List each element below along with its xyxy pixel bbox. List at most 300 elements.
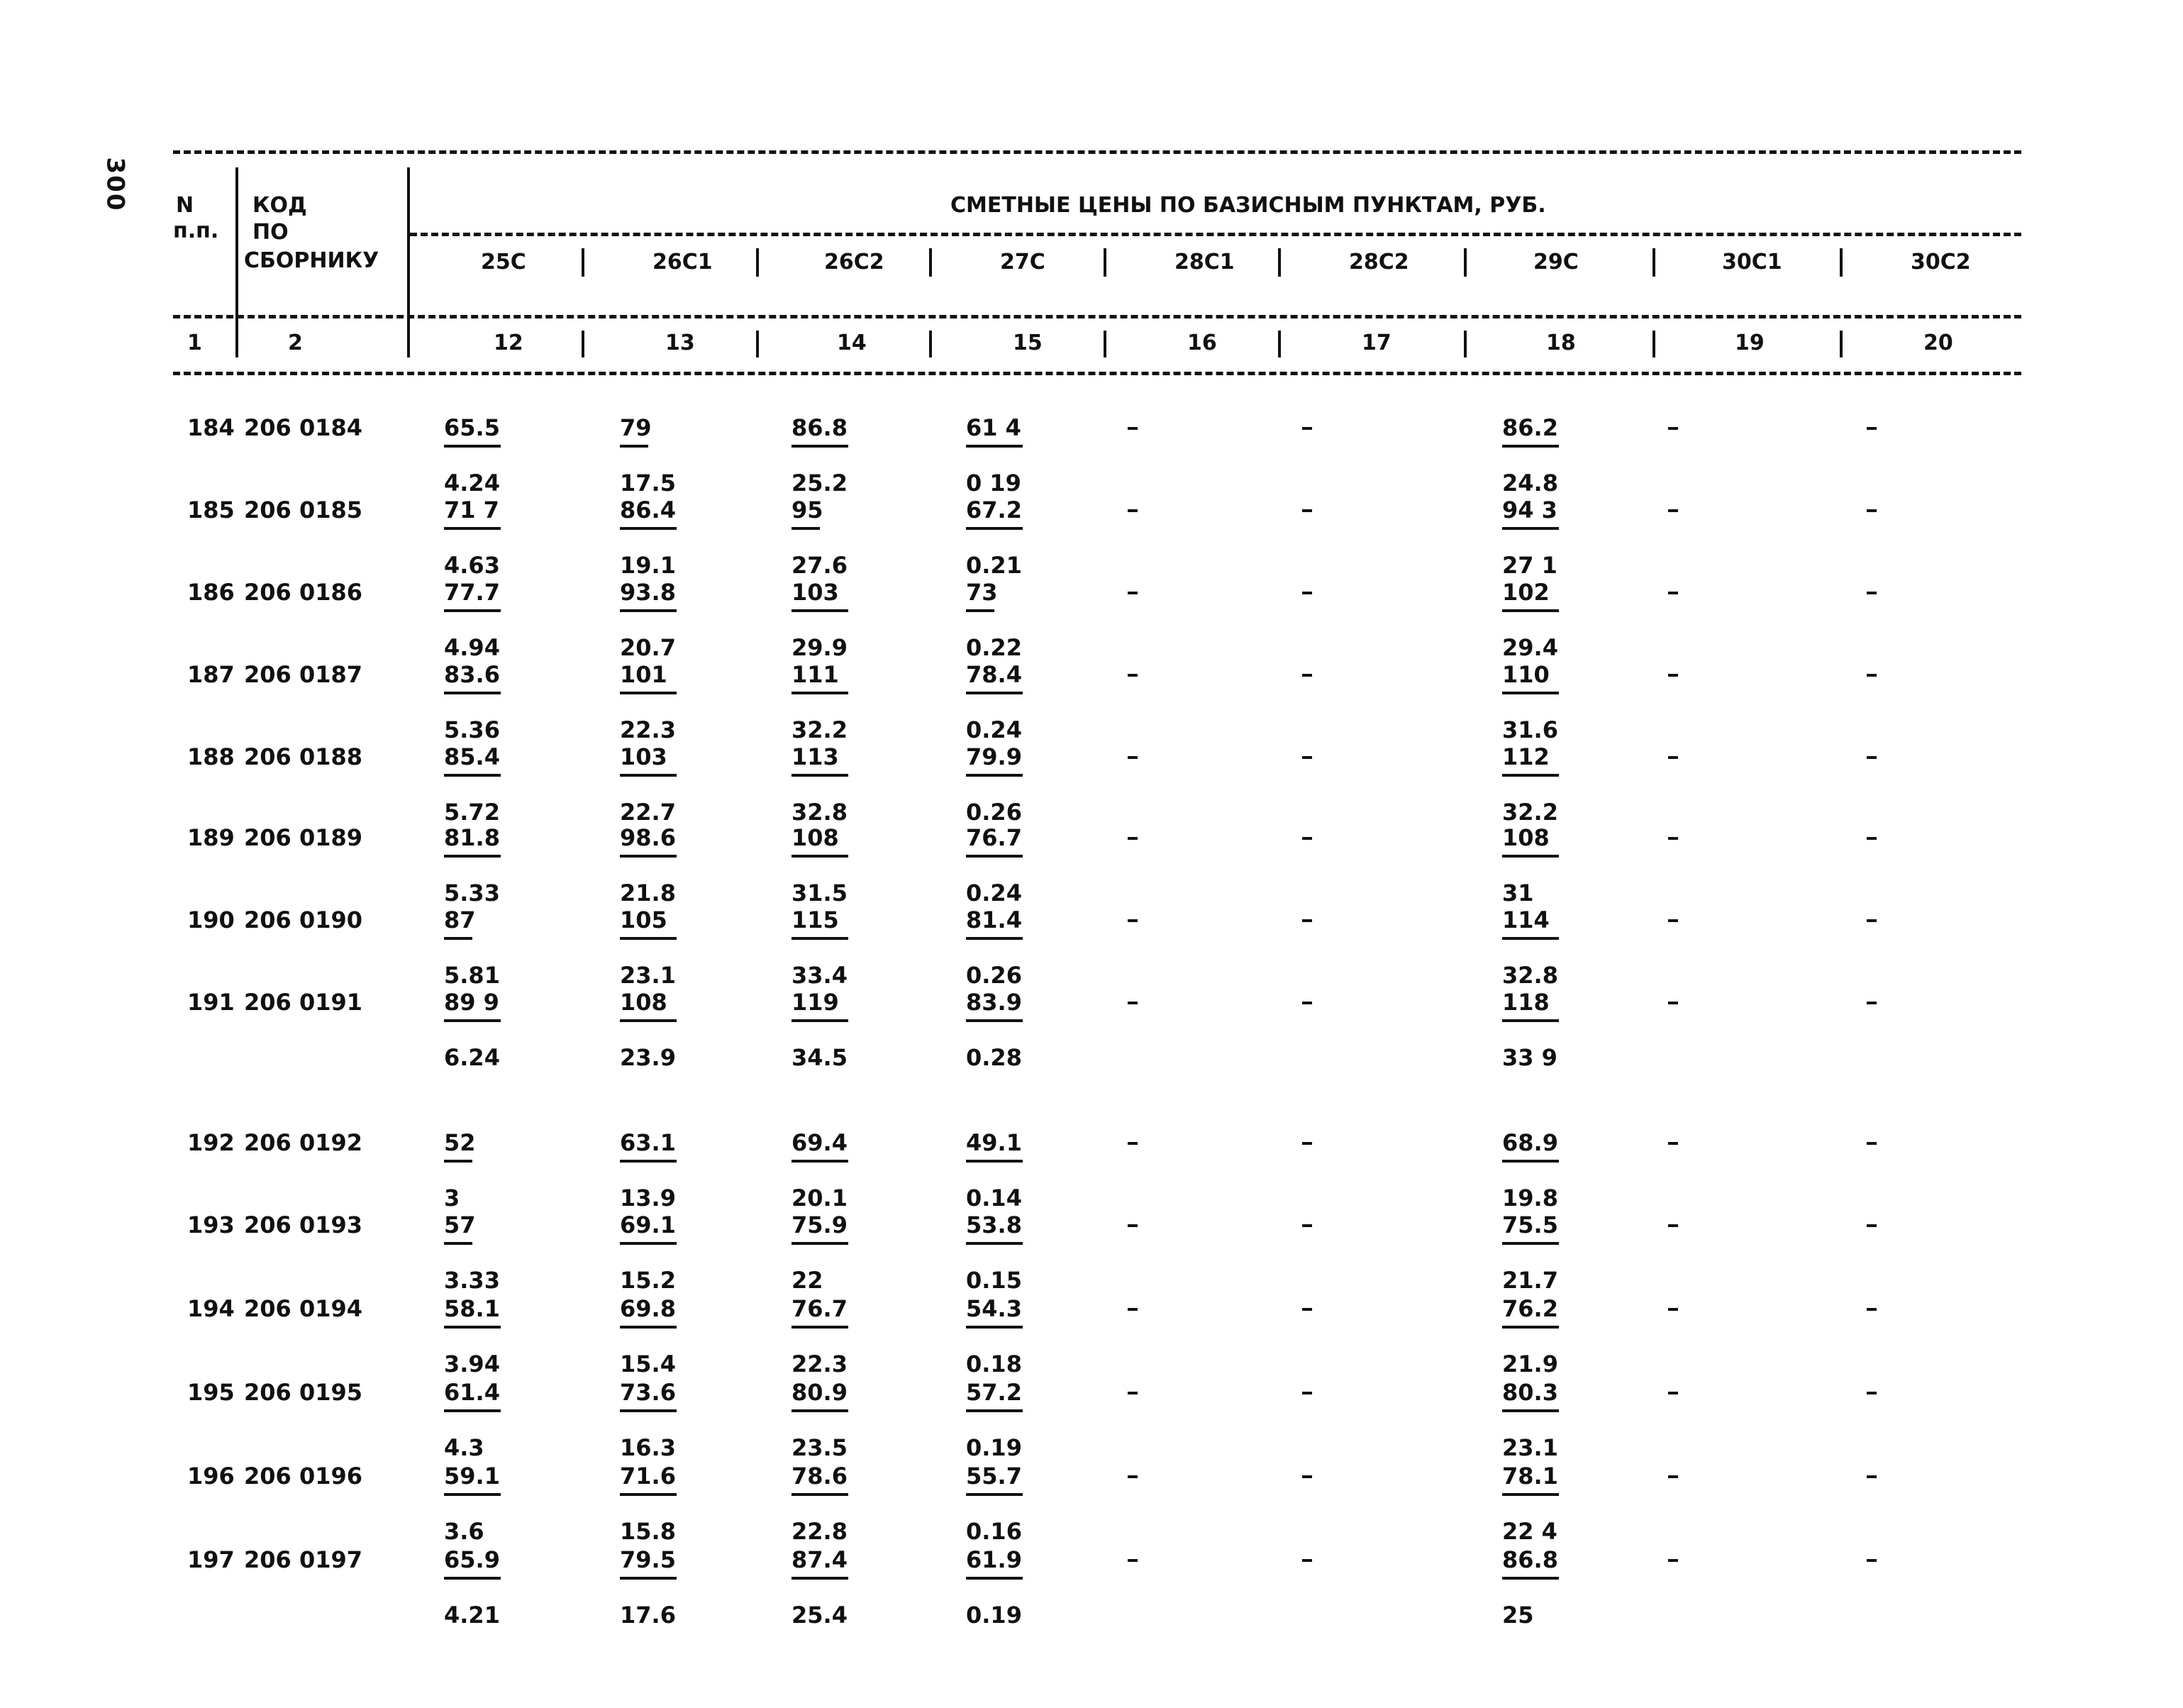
price-numerator: 102	[1502, 579, 1550, 606]
price-denominator: 20.7	[620, 634, 676, 661]
row-code: 206 0190	[244, 906, 362, 933]
col-separator	[407, 331, 410, 357]
price-denominator: 29.4	[1502, 634, 1558, 661]
fraction-bar	[620, 1242, 677, 1245]
empty-dash	[1302, 1559, 1312, 1562]
empty-dash	[1302, 1224, 1312, 1227]
price-numerator: 87.4	[791, 1546, 848, 1573]
header-bottom-rule	[173, 372, 2021, 375]
empty-dash	[1668, 1002, 1678, 1004]
price-denominator: 4.3	[444, 1434, 484, 1461]
fraction-bar	[444, 1326, 501, 1329]
empty-dash	[1668, 756, 1678, 759]
price-numerator: 78.6	[791, 1463, 848, 1490]
empty-dash	[1302, 1002, 1312, 1004]
fraction-bar	[966, 1242, 1023, 1245]
header-split-rule	[173, 315, 2021, 318]
empty-dash	[1128, 1224, 1138, 1227]
price-numerator: 111	[791, 661, 839, 688]
row-number: 188	[187, 743, 235, 770]
fraction-bar	[1502, 527, 1559, 530]
fraction-bar	[1502, 609, 1559, 612]
col-separator	[1652, 331, 1655, 357]
fraction-bar	[444, 692, 501, 694]
fraction-bar	[620, 1019, 677, 1022]
price-denominator: 4.94	[444, 634, 500, 661]
price-denominator: 25	[1502, 1602, 1534, 1629]
empty-dash	[1668, 1308, 1678, 1311]
price-denominator: 32.8	[1502, 962, 1558, 989]
price-denominator: 17.5	[620, 470, 676, 497]
fraction-bar	[791, 692, 848, 694]
price-numerator: 87	[444, 906, 476, 933]
price-denominator: 3	[444, 1185, 460, 1211]
fraction-bar	[966, 609, 994, 612]
fraction-bar	[1502, 1493, 1559, 1496]
col-separator	[1840, 331, 1843, 357]
row-number: 189	[187, 824, 235, 851]
col-number: 20	[1923, 331, 1953, 355]
row-number: 186	[187, 579, 235, 606]
empty-dash	[1867, 509, 1877, 512]
fraction-bar	[791, 1409, 848, 1412]
price-numerator: 86.4	[620, 497, 676, 523]
price-denominator: 0.16	[966, 1518, 1022, 1545]
price-numerator: 85.4	[444, 743, 500, 770]
row-code: 206 0191	[244, 989, 362, 1016]
fraction-bar	[620, 1160, 677, 1163]
row-code: 206 0196	[244, 1463, 362, 1490]
empty-dash	[1302, 1475, 1312, 1478]
fraction-bar	[1502, 1326, 1559, 1329]
fraction-bar	[966, 1326, 1023, 1329]
price-numerator: 49.1	[966, 1129, 1022, 1156]
fraction-bar	[966, 774, 1023, 777]
price-denominator: 31.6	[1502, 716, 1558, 743]
fraction-bar	[444, 1493, 501, 1496]
price-denominator: 0.21	[966, 552, 1022, 579]
price-denominator: 23.1	[1502, 1434, 1558, 1461]
empty-dash	[1867, 1224, 1877, 1227]
fraction-bar	[791, 527, 820, 530]
price-denominator: 23.5	[791, 1434, 848, 1461]
col-header: 28С2	[1349, 250, 1409, 274]
empty-dash	[1867, 756, 1877, 759]
price-denominator: 31	[1502, 880, 1534, 906]
price-numerator: 101	[620, 661, 667, 688]
page-number: 300	[101, 157, 130, 212]
price-numerator: 98.6	[620, 824, 676, 851]
fraction-bar	[620, 1493, 677, 1496]
empty-dash	[1668, 674, 1678, 677]
row-number: 187	[187, 661, 235, 688]
fraction-bar	[1502, 1019, 1559, 1022]
price-numerator: 78.4	[966, 661, 1022, 688]
price-denominator: 22.3	[791, 1351, 848, 1377]
price-denominator: 0 19	[966, 470, 1021, 497]
price-numerator: 119	[791, 989, 839, 1016]
row-number: 185	[187, 497, 235, 523]
price-denominator: 0.28	[966, 1044, 1022, 1071]
price-numerator: 108	[620, 989, 667, 1016]
price-denominator: 21.9	[1502, 1351, 1558, 1377]
fraction-bar	[791, 1242, 848, 1245]
empty-dash	[1302, 1392, 1312, 1394]
price-numerator: 103	[620, 743, 667, 770]
row-code: 206 0187	[244, 661, 362, 688]
price-denominator: 0.14	[966, 1185, 1022, 1211]
fraction-bar	[444, 609, 501, 612]
price-numerator: 76.2	[1502, 1295, 1558, 1322]
col-n-label-2: п.п.	[173, 218, 219, 243]
price-denominator: 22	[791, 1267, 823, 1294]
price-denominator: 15.4	[620, 1351, 676, 1377]
price-numerator: 86.2	[1502, 414, 1558, 441]
empty-dash	[1668, 1142, 1678, 1145]
fraction-bar	[1502, 774, 1559, 777]
row-code: 206 0197	[244, 1546, 362, 1573]
table-top-rule	[173, 150, 2021, 154]
price-denominator: 22 4	[1502, 1518, 1557, 1545]
price-denominator: 24.8	[1502, 470, 1558, 497]
row-number: 191	[187, 989, 235, 1016]
fraction-bar	[620, 937, 677, 940]
row-number: 184	[187, 414, 235, 441]
fraction-bar	[791, 937, 848, 940]
col-separator	[1652, 248, 1655, 277]
empty-dash	[1668, 1224, 1678, 1227]
price-numerator: 81.8	[444, 824, 500, 851]
price-numerator: 71.6	[620, 1463, 676, 1490]
price-numerator: 67.2	[966, 497, 1022, 523]
fraction-bar	[966, 1493, 1023, 1496]
col-header: 26С2	[824, 250, 884, 274]
price-denominator: 0.22	[966, 634, 1022, 661]
price-denominator: 21.8	[620, 880, 676, 906]
col-header: 26С1	[652, 250, 713, 274]
col-separator	[929, 331, 932, 357]
price-denominator: 0.24	[966, 880, 1022, 906]
price-numerator: 71 7	[444, 497, 499, 523]
empty-dash	[1867, 674, 1877, 677]
col-number: 2	[288, 331, 303, 355]
fraction-bar	[791, 1577, 848, 1580]
price-denominator: 20.1	[791, 1185, 848, 1211]
empty-dash	[1867, 1559, 1877, 1562]
empty-dash	[1302, 756, 1312, 759]
empty-dash	[1302, 427, 1312, 430]
price-numerator: 86.8	[1502, 1546, 1558, 1573]
price-denominator: 31.5	[791, 880, 848, 906]
fraction-bar	[1502, 692, 1559, 694]
fraction-bar	[444, 1242, 472, 1245]
price-numerator: 94 3	[1502, 497, 1557, 523]
fraction-bar	[444, 1577, 501, 1580]
col-separator	[1278, 248, 1281, 277]
price-numerator: 108	[1502, 824, 1550, 851]
empty-dash	[1302, 919, 1312, 922]
price-denominator: 0.15	[966, 1267, 1022, 1294]
col-header: 29С	[1533, 250, 1579, 274]
fraction-bar	[966, 1409, 1023, 1412]
price-denominator: 15.8	[620, 1518, 676, 1545]
price-numerator: 59.1	[444, 1463, 500, 1490]
price-denominator: 4.24	[444, 470, 500, 497]
price-numerator: 83.6	[444, 661, 500, 688]
fraction-bar	[620, 609, 677, 612]
empty-dash	[1867, 919, 1877, 922]
empty-dash	[1867, 592, 1877, 594]
empty-dash	[1302, 1142, 1312, 1145]
empty-dash	[1128, 756, 1138, 759]
price-numerator: 79.9	[966, 743, 1022, 770]
price-denominator: 22.7	[620, 799, 676, 826]
row-code: 206 0194	[244, 1295, 362, 1322]
fraction-bar	[620, 1326, 677, 1329]
price-denominator: 32.2	[1502, 799, 1558, 826]
col-separator	[235, 167, 238, 353]
price-denominator: 29.9	[791, 634, 848, 661]
price-numerator: 76.7	[966, 824, 1022, 851]
price-numerator: 115	[791, 906, 839, 933]
price-denominator: 5.72	[444, 799, 500, 826]
col-separator	[407, 167, 410, 353]
fraction-bar	[444, 527, 501, 530]
price-denominator: 5.33	[444, 880, 500, 906]
price-numerator: 61.9	[966, 1546, 1022, 1573]
col-number: 19	[1735, 331, 1765, 355]
price-numerator: 80.3	[1502, 1379, 1558, 1406]
fraction-bar	[444, 1409, 501, 1412]
fraction-bar	[791, 1493, 848, 1496]
price-numerator: 61.4	[444, 1379, 500, 1406]
price-denominator: 3.94	[444, 1351, 500, 1377]
fraction-bar	[966, 692, 1023, 694]
price-denominator: 3.6	[444, 1518, 484, 1545]
price-denominator: 0.18	[966, 1351, 1022, 1377]
price-numerator: 110	[1502, 661, 1550, 688]
price-numerator: 61 4	[966, 414, 1021, 441]
price-numerator: 58.1	[444, 1295, 500, 1322]
fraction-bar	[1502, 1409, 1559, 1412]
price-numerator: 65.5	[444, 414, 500, 441]
price-numerator: 73	[966, 579, 998, 606]
price-numerator: 55.7	[966, 1463, 1022, 1490]
fraction-bar	[791, 855, 848, 858]
empty-dash	[1128, 1308, 1138, 1311]
price-denominator: 4.21	[444, 1602, 500, 1629]
row-number: 193	[187, 1211, 235, 1238]
col-separator	[1104, 331, 1106, 357]
empty-dash	[1867, 1002, 1877, 1004]
empty-dash	[1867, 427, 1877, 430]
empty-dash	[1302, 1308, 1312, 1311]
fraction-bar	[444, 774, 501, 777]
row-code: 206 0195	[244, 1379, 362, 1406]
price-numerator: 52	[444, 1129, 476, 1156]
fraction-bar	[966, 1577, 1023, 1580]
price-numerator: 57.2	[966, 1379, 1022, 1406]
empty-dash	[1128, 1559, 1138, 1562]
empty-dash	[1867, 1475, 1877, 1478]
price-numerator: 112	[1502, 743, 1550, 770]
price-numerator: 114	[1502, 906, 1550, 933]
price-denominator: 32.8	[791, 799, 848, 826]
fraction-bar	[966, 445, 1023, 448]
price-numerator: 73.6	[620, 1379, 676, 1406]
col-separator	[1104, 248, 1106, 277]
price-numerator: 108	[791, 824, 839, 851]
price-numerator: 81.4	[966, 906, 1022, 933]
price-denominator: 25.4	[791, 1602, 848, 1629]
col-number: 14	[837, 331, 867, 355]
col-separator	[235, 331, 238, 357]
price-denominator: 27 1	[1502, 552, 1557, 579]
price-denominator: 13.9	[620, 1185, 676, 1211]
col-separator	[756, 248, 759, 277]
price-numerator: 83.9	[966, 989, 1022, 1016]
row-number: 197	[187, 1546, 235, 1573]
fraction-bar	[1502, 1160, 1559, 1163]
fraction-bar	[620, 774, 677, 777]
price-denominator: 0.26	[966, 962, 1022, 989]
empty-dash	[1302, 509, 1312, 512]
price-numerator: 89 9	[444, 989, 499, 1016]
price-numerator: 68.9	[1502, 1129, 1558, 1156]
price-numerator: 78.1	[1502, 1463, 1558, 1490]
row-code: 206 0193	[244, 1211, 362, 1238]
price-numerator: 93.8	[620, 579, 676, 606]
fraction-bar	[444, 855, 501, 858]
fraction-bar	[1502, 937, 1559, 940]
price-denominator: 5.36	[444, 716, 500, 743]
col-separator	[756, 331, 759, 357]
row-code: 206 0189	[244, 824, 362, 851]
price-denominator: 32.2	[791, 716, 848, 743]
empty-dash	[1867, 1308, 1877, 1311]
empty-dash	[1668, 509, 1678, 512]
price-numerator: 69.8	[620, 1295, 676, 1322]
fraction-bar	[444, 1019, 501, 1022]
empty-dash	[1128, 919, 1138, 922]
fraction-bar	[620, 527, 677, 530]
row-number: 190	[187, 906, 235, 933]
row-number: 196	[187, 1463, 235, 1490]
empty-dash	[1128, 837, 1138, 840]
col-header: 28С1	[1174, 250, 1235, 274]
price-denominator: 5.81	[444, 962, 500, 989]
price-numerator: 79	[620, 414, 652, 441]
price-denominator: 0.19	[966, 1602, 1022, 1629]
empty-dash	[1668, 1559, 1678, 1562]
price-denominator: 16.3	[620, 1434, 676, 1461]
price-denominator: 23.1	[620, 962, 676, 989]
fraction-bar	[791, 445, 848, 448]
price-denominator: 21.7	[1502, 1267, 1558, 1294]
fraction-bar	[791, 1019, 848, 1022]
price-numerator: 63.1	[620, 1129, 676, 1156]
price-numerator: 95	[791, 497, 823, 523]
empty-dash	[1867, 1392, 1877, 1394]
col-number: 18	[1546, 331, 1576, 355]
price-denominator: 3.33	[444, 1267, 500, 1294]
col-separator	[1464, 331, 1467, 357]
empty-dash	[1128, 1142, 1138, 1145]
empty-dash	[1668, 837, 1678, 840]
group-title-rule	[410, 233, 2021, 236]
price-numerator: 118	[1502, 989, 1550, 1016]
row-code: 206 0184	[244, 414, 362, 441]
row-code: 206 0185	[244, 497, 362, 523]
col-number: 13	[665, 331, 695, 355]
empty-dash	[1128, 1002, 1138, 1004]
empty-dash	[1128, 674, 1138, 677]
col-number: 16	[1187, 331, 1217, 355]
price-numerator: 75.5	[1502, 1211, 1558, 1238]
price-numerator: 79.5	[620, 1546, 676, 1573]
col-header: 27С	[1000, 250, 1045, 274]
col-number: 12	[494, 331, 523, 355]
empty-dash	[1128, 427, 1138, 430]
col-code-label: КОД	[252, 193, 307, 218]
price-numerator: 57	[444, 1211, 476, 1238]
price-denominator: 25.2	[791, 470, 848, 497]
price-numerator: 76.7	[791, 1295, 848, 1322]
price-numerator: 103	[791, 579, 839, 606]
price-numerator: 69.4	[791, 1129, 848, 1156]
price-denominator: 0.26	[966, 799, 1022, 826]
col-number: 15	[1013, 331, 1043, 355]
row-number: 192	[187, 1129, 235, 1156]
price-denominator: 4.63	[444, 552, 500, 579]
fraction-bar	[966, 855, 1023, 858]
price-denominator: 0.19	[966, 1434, 1022, 1461]
fraction-bar	[791, 774, 848, 777]
price-denominator: 34.5	[791, 1044, 848, 1071]
empty-dash	[1867, 1142, 1877, 1145]
empty-dash	[1668, 919, 1678, 922]
row-number: 195	[187, 1379, 235, 1406]
fraction-bar	[1502, 1242, 1559, 1245]
price-denominator: 0.24	[966, 716, 1022, 743]
fraction-bar	[444, 445, 501, 448]
col-n-label: N	[176, 193, 194, 218]
empty-dash	[1128, 592, 1138, 594]
price-denominator: 22.3	[620, 716, 676, 743]
price-numerator: 54.3	[966, 1295, 1022, 1322]
empty-dash	[1668, 1475, 1678, 1478]
col-number: 17	[1362, 331, 1392, 355]
price-denominator: 19.8	[1502, 1185, 1558, 1211]
price-denominator: 15.2	[620, 1267, 676, 1294]
group-title: СМЕТНЫЕ ЦЕНЫ ПО БАЗИСНЫМ ПУНКТАМ, РУБ.	[950, 193, 1546, 218]
empty-dash	[1668, 427, 1678, 430]
fraction-bar	[620, 855, 677, 858]
fraction-bar	[791, 609, 848, 612]
col-header: 30С1	[1722, 250, 1782, 274]
fraction-bar	[620, 1577, 677, 1580]
col-separator	[582, 331, 584, 357]
col-number: 1	[187, 331, 202, 355]
col-header: 25С	[481, 250, 526, 274]
price-numerator: 77.7	[444, 579, 500, 606]
fraction-bar	[444, 937, 472, 940]
price-denominator: 33.4	[791, 962, 848, 989]
col-separator	[1464, 248, 1467, 277]
empty-dash	[1128, 1392, 1138, 1394]
price-denominator: 6.24	[444, 1044, 500, 1071]
price-denominator: 27.6	[791, 552, 848, 579]
